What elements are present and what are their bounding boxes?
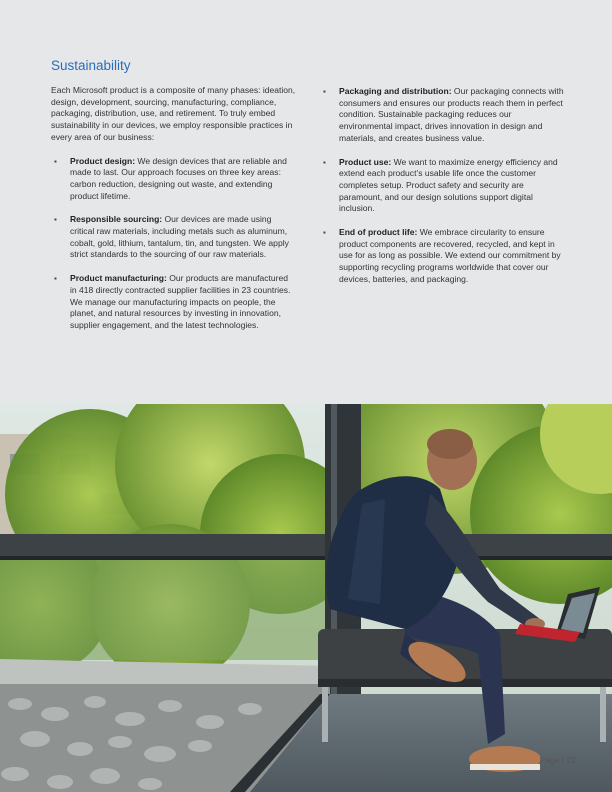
left-bullet-list: [51, 156, 297, 332]
right-column: [320, 86, 566, 298]
window-rail: [0, 534, 612, 556]
bullet-product-manufacturing: ▪ Product manufacturing: Our products are manufactured in 418 directly contracted supplier facilities in 23 countries. We manage our manufacturing impacts on people, the planet, and natural resources by investing in innovation, supplier engagement, and the latest technologies.: [54, 273, 291, 330]
bullet-packaging-distribution: ▪ Packaging and distribution: Our packaging connects with consumers and ensures our products reach them in perfect condition. Sustainable packaging reduces our environmental impact, drives innovation in design and materials, and creates business value.: [323, 86, 564, 143]
bullet-marker: ▪: [323, 87, 326, 96]
right-bullet-list: [320, 86, 566, 286]
bullet-marker: ▪: [54, 215, 57, 225]
intro-paragraph: Each Microsoft product is a composite of many phases: ideation, design, development, sourcing, manufacturing, compliance, packaging, distribution, use, and retirement. To truly embed sustainability in our devices, we employ responsible practices in every area of our business:: [51, 85, 296, 142]
section-title: Sustainability: [51, 58, 131, 73]
bullet-responsible-sourcing: ▪ Responsible sourcing: Our devices are made using critical raw materials, including metals such as aluminum, cobalt, gold, lithium, tantalum, tin, and tungsten. We apply strict standards to the sourcing of our raw materials.: [54, 214, 289, 260]
bullet-marker: ▪: [54, 274, 57, 284]
office-photo: [0, 404, 612, 792]
bullet-end-of-life: ▪ End of product life: We embrace circularity to ensure product components are recovered, recycled, and kept in use for as long as possible. We extend our commitment by supporting recycling programs worldwide that cover our devices, batteries, and packaging.: [323, 227, 561, 284]
bullet-marker: ▪: [323, 228, 326, 238]
bullet-marker: ▪: [54, 156, 57, 166]
bullet-product-use: ▪ Product use: We want to maximize energy efficiency and extend each product’s usable life once the customer completes setup. Product safety and security are paramount, and our design solutions support digital inclusion.: [323, 156, 558, 214]
page-number: Page / 22: [539, 755, 576, 765]
bullet-product-design: ▪ Product design: We design devices that are reliable and made to last. Our approach focuses on three key areas: carbon reduction, designing out waste, and extending product lifetime.: [54, 155, 287, 201]
bullet-marker: ▪: [323, 157, 326, 167]
left-column: [51, 85, 297, 344]
